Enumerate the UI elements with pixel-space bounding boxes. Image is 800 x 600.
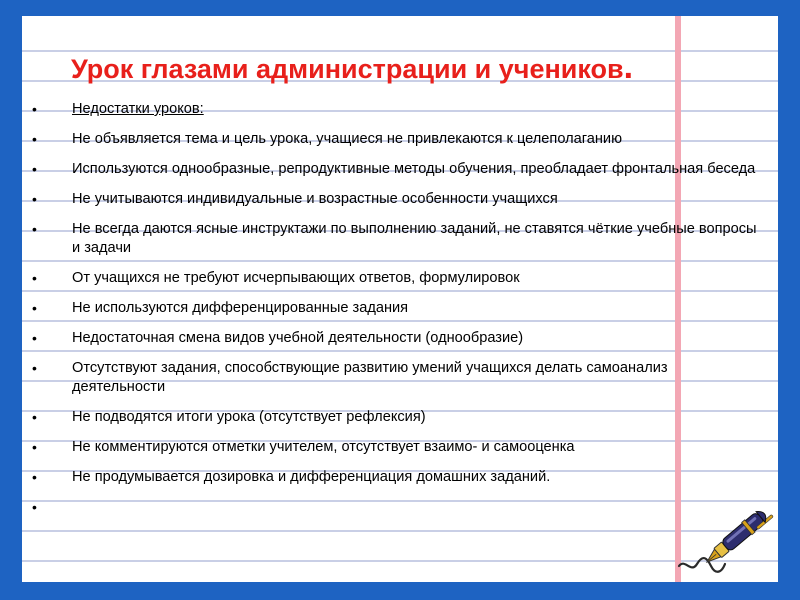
bullet-mark: • xyxy=(32,469,37,485)
list-item-text: Не объявляется тема и цель урока, учащиеся не привлекаются к целеполаганию xyxy=(72,131,623,147)
list-item-text: Недостаточная смена видов учебной деятельности (однообразие) xyxy=(72,330,524,346)
bullet-mark: • xyxy=(32,439,37,455)
title-text: Урок глазами администрации и учеников xyxy=(71,54,624,84)
list-item-text: Недостатки уроков: xyxy=(72,101,204,117)
bullet-mark: • xyxy=(32,101,37,117)
list-item xyxy=(22,160,762,179)
bullet-mark: • xyxy=(32,409,37,425)
bullet-mark: • xyxy=(32,330,37,346)
list-item-text: Не комментируются отметки учителем, отсутствует взаимо- и самооценка xyxy=(72,439,575,455)
list-item-text: Не подводятся итоги урока (отсутствует рефлексия) xyxy=(72,409,426,425)
bullet-list xyxy=(22,100,762,528)
bullet-mark: • xyxy=(32,131,37,147)
list-item xyxy=(22,468,762,487)
bullet-mark: • xyxy=(32,270,37,286)
list-item xyxy=(22,299,762,318)
list-item-text: Не всегда даются ясные инструктажи по выполнению заданий, не ставятся чёткие учебные вопросы и задачи xyxy=(72,221,757,256)
bullet-mark: • xyxy=(32,221,37,237)
bullet-mark: • xyxy=(32,300,37,316)
list-item xyxy=(22,359,762,397)
title-dot: . xyxy=(623,48,634,86)
notebook-paper xyxy=(22,16,778,582)
list-item xyxy=(22,130,762,149)
bullet-mark: • xyxy=(32,360,37,376)
list-item-text: Не используются дифференцированные задания xyxy=(72,300,409,316)
bullet-mark: • xyxy=(32,191,37,207)
list-item xyxy=(22,438,762,457)
list-item xyxy=(22,269,762,288)
list-item-text: Не продумывается дозировка и дифференциация домашних заданий. xyxy=(72,469,551,485)
list-item-text: От учащихся не требуют исчерпывающих ответов, формулировок xyxy=(72,270,520,286)
list-item xyxy=(22,190,762,209)
bullet-mark: • xyxy=(32,499,37,515)
list-item xyxy=(22,498,762,517)
bullet-mark: • xyxy=(32,161,37,177)
fountain-pen-icon xyxy=(677,500,778,582)
list-item xyxy=(22,408,762,427)
list-item-text: Используются однообразные, репродуктивные методы обучения, преобладает фронтальная беседа xyxy=(72,161,756,177)
list-item-text: Не учитываются индивидуальные и возрастные особенности учащихся xyxy=(72,191,558,207)
list-item xyxy=(22,220,762,258)
list-item xyxy=(22,100,762,119)
list-item-text: Отсутствуют задания, способствующие развитию умений учащихся делать самоанализ деятельности xyxy=(72,360,668,395)
slide-title xyxy=(71,48,761,87)
list-item xyxy=(22,329,762,348)
